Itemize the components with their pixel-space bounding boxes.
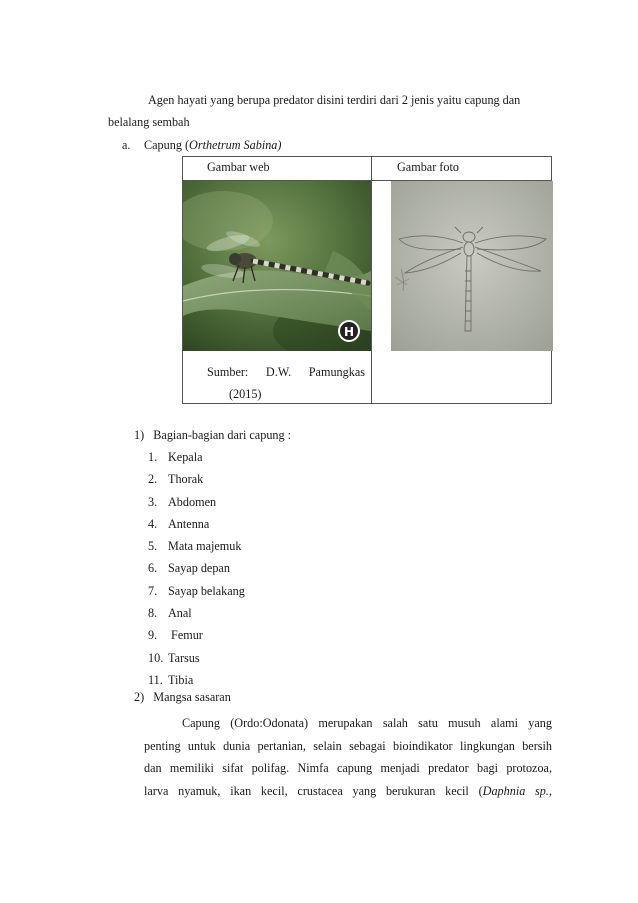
section-a-species: Orthetrum Sabina) (189, 138, 282, 152)
intro-line-1: Agen hayati yang berupa predator disini terdiri dari 2 jenis yaitu capung dan (148, 93, 521, 107)
list-item: 8. Anal (148, 606, 192, 621)
source-author-initials: D.W. (265, 365, 292, 379)
section-a-heading (122, 138, 281, 153)
list-item: 6. Sayap depan (148, 561, 230, 576)
parts-heading: 1) Bagian-bagian dari capung : (134, 428, 292, 442)
parts-list (148, 446, 245, 691)
prey-heading: 2) Mangsa sasaran (134, 690, 231, 704)
intro-line-2: belalang sembah (108, 115, 190, 129)
paragraph-line: dan memiliki sifat polifag. Nimfa capung menjadi predator bagi protozoa, (144, 761, 552, 775)
dragonfly-sketch-photo (391, 181, 553, 351)
source-year: (2015) (229, 387, 262, 401)
table-divider-vertical (371, 157, 372, 403)
prey-paragraph (144, 712, 552, 802)
paragraph-line: Capung (Ordo:Odonata) merupakan salah satu musuh alami yang (182, 716, 552, 730)
source-author-name: Pamungkas (308, 365, 365, 379)
dragonfly-web-photo (183, 181, 371, 351)
list-item: 2. Thorak (148, 472, 204, 487)
list-item: 9. Femur (148, 628, 203, 643)
section-a-title: Capung ( (144, 138, 190, 152)
list-item: 7. Sayap belakang (148, 583, 245, 598)
list-item: 4. Antenna (148, 516, 210, 531)
species-daphnia: Daphnia sp., (482, 783, 552, 798)
source-label: Sumber: (207, 365, 249, 379)
image-table (182, 156, 552, 404)
list-item: 5. Mata majemuk (148, 539, 242, 554)
section-a-label: a. (122, 138, 131, 152)
watermark-h: H (343, 325, 355, 339)
paragraph-line: larva nyamuk, ikan kecil, crustacea yang berukuran kecil (Daphnia sp., (144, 783, 552, 798)
table-header-web: Gambar web (207, 160, 270, 174)
image-source (207, 361, 365, 405)
paragraph-line: penting untuk dunia pertanian, selain sebagai bioindikator lingkungan bersih (144, 738, 552, 753)
list-item: 10. Tarsus (148, 650, 200, 665)
table-header-foto: Gambar foto (397, 160, 459, 174)
list-item: 11. Tibia (148, 672, 194, 687)
list-item: 1. Kepala (148, 450, 203, 464)
list-item: 3. Abdomen (148, 494, 217, 509)
